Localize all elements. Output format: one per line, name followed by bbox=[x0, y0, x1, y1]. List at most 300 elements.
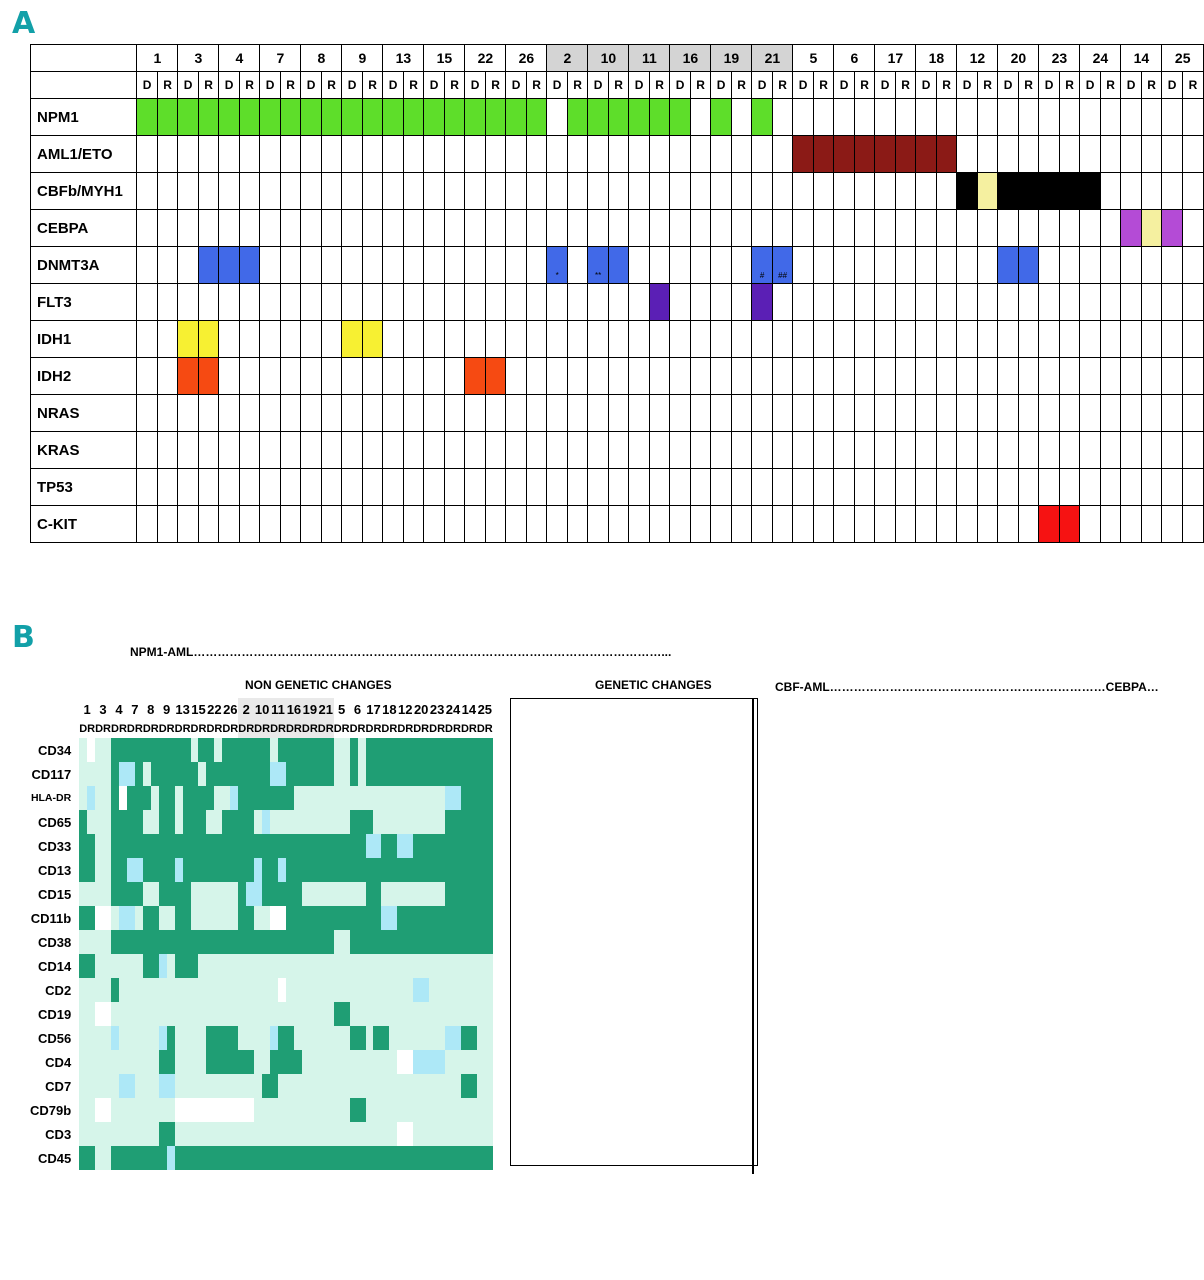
panel-b-cell bbox=[119, 930, 127, 954]
panel-a-cell bbox=[711, 506, 732, 543]
panel-a-cell bbox=[301, 173, 322, 210]
panel-b-cell bbox=[453, 882, 461, 906]
panel-b-cell bbox=[111, 810, 119, 834]
panel-a-cell bbox=[403, 432, 424, 469]
panel-a-cell bbox=[342, 247, 363, 284]
panel-a-cell bbox=[711, 469, 732, 506]
panel-b-cell bbox=[469, 1050, 477, 1074]
panel-a-timepoint-header: R bbox=[567, 72, 588, 99]
panel-b-cell bbox=[405, 906, 413, 930]
panel-a-cell bbox=[157, 247, 178, 284]
panel-b-marker-label: CD3 bbox=[45, 1126, 72, 1142]
panel-a-cell bbox=[629, 210, 650, 247]
panel-b-cell bbox=[381, 762, 389, 786]
panel-a-timepoint-header: D bbox=[301, 72, 322, 99]
panel-b-cell bbox=[326, 1098, 334, 1122]
panel-a-cell bbox=[1141, 136, 1162, 173]
panel-a-cell bbox=[588, 321, 609, 358]
panel-a-cell bbox=[1162, 173, 1183, 210]
panel-a-timepoint-header: R bbox=[731, 72, 752, 99]
panel-a-cell bbox=[444, 284, 465, 321]
panel-a-cell bbox=[670, 210, 691, 247]
panel-b-cell bbox=[95, 1098, 103, 1122]
panel-b-cell bbox=[254, 762, 262, 786]
panel-b-cell bbox=[366, 1002, 374, 1026]
panel-a-cell bbox=[1080, 99, 1101, 136]
panel-a-cell bbox=[526, 173, 547, 210]
panel-b-cell bbox=[485, 834, 493, 858]
panel-b-cell bbox=[111, 1074, 119, 1098]
panel-a-cell bbox=[157, 99, 178, 136]
panel-b-cell bbox=[87, 786, 95, 810]
panel-b-cell bbox=[198, 954, 206, 978]
panel-b-cell bbox=[397, 1026, 405, 1050]
panel-a-timepoint-header: D bbox=[342, 72, 363, 99]
panel-a-cell bbox=[342, 358, 363, 395]
panel-b-cell bbox=[437, 954, 445, 978]
panel-b-group-label-0: NON GENETIC CHANGES bbox=[245, 678, 392, 692]
panel-b-cell bbox=[198, 882, 206, 906]
panel-b-cell bbox=[461, 954, 469, 978]
panel-a-cell bbox=[1162, 432, 1183, 469]
panel-a-table bbox=[30, 44, 1204, 543]
panel-a-cell bbox=[731, 284, 752, 321]
panel-b-cell bbox=[302, 738, 310, 762]
panel-b-cell bbox=[95, 1026, 103, 1050]
panel-a-cell bbox=[526, 506, 547, 543]
panel-a-timepoint-header: R bbox=[854, 72, 875, 99]
panel-b-cell bbox=[95, 954, 103, 978]
panel-b-cell bbox=[461, 906, 469, 930]
panel-a-cell bbox=[219, 506, 240, 543]
panel-b-cell bbox=[270, 1026, 278, 1050]
panel-b-cell bbox=[453, 954, 461, 978]
panel-a-cell bbox=[813, 469, 834, 506]
panel-b-cell bbox=[342, 834, 350, 858]
panel-b-cell bbox=[270, 906, 278, 930]
panel-a-cell bbox=[465, 321, 486, 358]
panel-b-cell bbox=[103, 834, 111, 858]
panel-b-cell bbox=[175, 1002, 183, 1026]
panel-b-cell bbox=[79, 738, 87, 762]
panel-a-cell bbox=[916, 99, 937, 136]
panel-a-cell bbox=[506, 469, 527, 506]
panel-a-cell bbox=[977, 136, 998, 173]
panel-b-cell bbox=[206, 906, 214, 930]
panel-b-cell bbox=[191, 1074, 199, 1098]
panel-b-patient-header: 6 bbox=[353, 701, 362, 717]
panel-b-cell bbox=[262, 1002, 270, 1026]
panel-a-cell bbox=[1162, 506, 1183, 543]
panel-a-timepoint-header: D bbox=[137, 72, 158, 99]
panel-b-cell bbox=[286, 906, 294, 930]
panel-b-cell bbox=[397, 1146, 405, 1170]
panel-a-cell bbox=[588, 284, 609, 321]
panel-a-cell bbox=[178, 173, 199, 210]
panel-b-cell bbox=[286, 978, 294, 1002]
panel-a-cell bbox=[834, 210, 855, 247]
panel-a-cell bbox=[506, 358, 527, 395]
panel-a-cell bbox=[239, 395, 260, 432]
panel-b-cell bbox=[429, 810, 437, 834]
panel-b-patient-header: 16 bbox=[286, 698, 302, 720]
panel-b-cell bbox=[167, 882, 175, 906]
panel-a-gene-label: CBFb/MYH1 bbox=[31, 173, 137, 210]
panel-b-cell bbox=[286, 954, 294, 978]
panel-b-timepoint-header: D bbox=[413, 723, 422, 735]
panel-b-cell bbox=[278, 810, 286, 834]
panel-a-cell bbox=[834, 136, 855, 173]
panel-a-cell bbox=[465, 469, 486, 506]
panel-b-cell bbox=[230, 1122, 238, 1146]
panel-b-timepoint-header: D bbox=[190, 723, 199, 735]
panel-b-cell bbox=[397, 954, 405, 978]
panel-b-cell bbox=[445, 762, 453, 786]
panel-a-cell bbox=[588, 99, 609, 136]
panel-a-timepoint-header: D bbox=[834, 72, 855, 99]
panel-b-cell bbox=[191, 930, 199, 954]
panel-b-cell bbox=[342, 1146, 350, 1170]
panel-b-cell bbox=[278, 762, 286, 786]
panel-b-cell bbox=[198, 834, 206, 858]
panel-a-cell bbox=[1141, 506, 1162, 543]
panel-b-cell bbox=[477, 834, 485, 858]
panel-a-timepoint-header: D bbox=[547, 72, 568, 99]
panel-b-cell bbox=[286, 1050, 294, 1074]
panel-b-cell bbox=[143, 978, 151, 1002]
panel-b-cell bbox=[397, 786, 405, 810]
panel-b-cell bbox=[143, 762, 151, 786]
panel-a-cell bbox=[1162, 99, 1183, 136]
panel-b-cell bbox=[413, 1026, 421, 1050]
panel-a-timepoint-header: D bbox=[219, 72, 240, 99]
panel-b-cell bbox=[95, 1074, 103, 1098]
panel-b-cell bbox=[429, 1050, 437, 1074]
panel-b-cell bbox=[79, 1002, 87, 1026]
panel-b-cell bbox=[437, 882, 445, 906]
panel-a-cell bbox=[342, 469, 363, 506]
panel-a-cell bbox=[362, 321, 383, 358]
panel-a-cell bbox=[485, 173, 506, 210]
panel-a-cell bbox=[813, 432, 834, 469]
panel-a-cell bbox=[1080, 506, 1101, 543]
panel-b-cell bbox=[477, 810, 485, 834]
panel-b-cell bbox=[230, 858, 238, 882]
panel-a-cell bbox=[342, 173, 363, 210]
panel-b-cell bbox=[246, 1050, 254, 1074]
panel-a-cell bbox=[362, 358, 383, 395]
panel-a-cell bbox=[1059, 247, 1080, 284]
panel-b-timepoint-header: D bbox=[111, 723, 119, 735]
panel-b-cell bbox=[397, 882, 405, 906]
panel-a-cell bbox=[1039, 469, 1060, 506]
panel-b-timepoint-header: D bbox=[174, 723, 183, 735]
panel-b-cell bbox=[262, 1074, 270, 1098]
panel-a-cell bbox=[178, 136, 199, 173]
panel-b-cell bbox=[103, 786, 111, 810]
panel-a-timepoint-header: D bbox=[465, 72, 486, 99]
panel-b-cell bbox=[270, 810, 278, 834]
panel-a-cell bbox=[731, 173, 752, 210]
panel-b-cell bbox=[310, 1026, 318, 1050]
panel-b-cell bbox=[262, 978, 270, 1002]
panel-b-cell bbox=[469, 954, 477, 978]
panel-a-cell bbox=[1121, 284, 1142, 321]
panel-b-cell bbox=[270, 930, 278, 954]
panel-a-cell bbox=[793, 210, 814, 247]
panel-b-cell bbox=[119, 1146, 127, 1170]
panel-b-cell bbox=[334, 834, 342, 858]
panel-b-cell bbox=[437, 858, 445, 882]
panel-a-cell bbox=[875, 99, 896, 136]
panel-b-cell bbox=[238, 1002, 246, 1026]
panel-b-cell bbox=[103, 738, 111, 762]
panel-a-cell bbox=[424, 99, 445, 136]
panel-b-cell bbox=[87, 738, 95, 762]
panel-b-cell bbox=[413, 1122, 421, 1146]
panel-b-cell bbox=[222, 858, 230, 882]
panel-b-cell bbox=[413, 762, 421, 786]
panel-a-cell bbox=[977, 506, 998, 543]
panel-a-cell bbox=[137, 210, 158, 247]
panel-a-cell bbox=[916, 173, 937, 210]
panel-a-cell bbox=[957, 432, 978, 469]
panel-b-cell bbox=[111, 1146, 119, 1170]
panel-b-timepoint-header: D bbox=[286, 720, 294, 738]
panel-b-cell bbox=[111, 882, 119, 906]
panel-b-cell bbox=[167, 762, 175, 786]
panel-b-cell bbox=[151, 1122, 159, 1146]
panel-b-cell bbox=[302, 1146, 310, 1170]
panel-a-cell bbox=[731, 395, 752, 432]
panel-b-cell bbox=[95, 1002, 103, 1026]
panel-a-cell bbox=[301, 136, 322, 173]
panel-a-cell bbox=[485, 136, 506, 173]
panel-b-cell bbox=[302, 810, 310, 834]
panel-b-cell bbox=[381, 882, 389, 906]
panel-a-cell bbox=[403, 247, 424, 284]
panel-b-cell bbox=[286, 1122, 294, 1146]
panel-b-cell bbox=[485, 1002, 493, 1026]
panel-a-cell bbox=[1039, 506, 1060, 543]
panel-b-cell bbox=[358, 1074, 366, 1098]
panel-b-cell bbox=[254, 1002, 262, 1026]
panel-b-cell bbox=[437, 762, 445, 786]
panel-b-cell bbox=[151, 762, 159, 786]
panel-b-cell bbox=[127, 738, 135, 762]
panel-b-cell bbox=[413, 858, 421, 882]
panel-a-cell bbox=[772, 469, 793, 506]
panel-a-cell bbox=[957, 358, 978, 395]
panel-a-cell bbox=[977, 432, 998, 469]
panel-b-cell bbox=[191, 906, 199, 930]
panel-b-cell bbox=[310, 930, 318, 954]
panel-b-cell bbox=[397, 1122, 405, 1146]
panel-b-cell bbox=[358, 858, 366, 882]
panel-b-cell bbox=[373, 786, 381, 810]
panel-a-cell bbox=[321, 210, 342, 247]
panel-b-cell bbox=[230, 1098, 238, 1122]
panel-b-timepoint-header: D bbox=[158, 723, 167, 735]
panel-b-cell bbox=[254, 786, 262, 810]
panel-b-cell bbox=[334, 810, 342, 834]
panel-b-cell bbox=[143, 882, 151, 906]
panel-a-cell bbox=[362, 432, 383, 469]
panel-a-cell bbox=[424, 210, 445, 247]
panel-b-cell bbox=[334, 858, 342, 882]
panel-b-cell bbox=[262, 738, 270, 762]
panel-a-cell bbox=[362, 247, 383, 284]
panel-b-patient-header: 1 bbox=[83, 701, 91, 717]
panel-b-cell bbox=[294, 858, 302, 882]
panel-a-cell bbox=[1121, 358, 1142, 395]
panel-a-cell bbox=[157, 432, 178, 469]
panel-a-cell bbox=[1182, 469, 1203, 506]
panel-a-cell bbox=[485, 321, 506, 358]
panel-b-cell bbox=[143, 858, 151, 882]
panel-a-cell bbox=[1039, 358, 1060, 395]
panel-b-cell bbox=[79, 834, 87, 858]
panel-b-cell bbox=[167, 1098, 175, 1122]
panel-b-patient-header: 19 bbox=[302, 698, 318, 720]
panel-b-cell bbox=[350, 1098, 358, 1122]
panel-b-cell bbox=[79, 1098, 87, 1122]
panel-b-cell bbox=[326, 954, 334, 978]
panel-b-cell bbox=[198, 1098, 206, 1122]
panel-b-cell bbox=[366, 762, 374, 786]
panel-b-cell bbox=[421, 1074, 429, 1098]
panel-b-cell bbox=[191, 1050, 199, 1074]
panel-a-cell bbox=[219, 358, 240, 395]
panel-b-cell bbox=[453, 978, 461, 1002]
panel-b-cell bbox=[461, 1074, 469, 1098]
panel-a-cell bbox=[301, 284, 322, 321]
panel-b-cell bbox=[111, 858, 119, 882]
panel-b-marker-label: CD34 bbox=[37, 742, 72, 758]
panel-a-gene-label: NRAS bbox=[31, 395, 137, 432]
panel-a-cell bbox=[895, 136, 916, 173]
panel-b-cell bbox=[135, 786, 143, 810]
panel-a-corner bbox=[31, 45, 137, 72]
panel-b-cell bbox=[135, 858, 143, 882]
panel-a-cell bbox=[362, 173, 383, 210]
panel-b-cell bbox=[254, 834, 262, 858]
panel-b-cell bbox=[222, 834, 230, 858]
panel-b-cell bbox=[358, 738, 366, 762]
panel-b-cell bbox=[262, 930, 270, 954]
panel-b-cell bbox=[175, 954, 183, 978]
panel-a-cell bbox=[219, 210, 240, 247]
panel-b-cell bbox=[310, 762, 318, 786]
panel-a-cell bbox=[1080, 173, 1101, 210]
panel-a-cell bbox=[1141, 284, 1162, 321]
panel-b-cell bbox=[254, 1122, 262, 1146]
panel-b-cell bbox=[214, 1146, 222, 1170]
panel-a-cell bbox=[1080, 321, 1101, 358]
panel-b-cell bbox=[445, 1050, 453, 1074]
panel-b-cell bbox=[302, 786, 310, 810]
panel-b-cell bbox=[286, 810, 294, 834]
panel-a-cell bbox=[383, 173, 404, 210]
panel-a-cell bbox=[875, 210, 896, 247]
panel-b-cell bbox=[294, 834, 302, 858]
panel-a-cell bbox=[198, 136, 219, 173]
panel-a-cell bbox=[854, 395, 875, 432]
panel-b-cell bbox=[294, 1050, 302, 1074]
panel-b-cell bbox=[119, 1026, 127, 1050]
panel-a-cell bbox=[1100, 506, 1121, 543]
panel-a-patient-header: 24 bbox=[1080, 45, 1121, 72]
panel-a-cell bbox=[711, 284, 732, 321]
panel-a-cell bbox=[916, 469, 937, 506]
panel-a-cell bbox=[1182, 321, 1203, 358]
panel-b-cell bbox=[230, 1050, 238, 1074]
panel-b-cell bbox=[437, 834, 445, 858]
panel-b-cell bbox=[191, 786, 199, 810]
panel-a-cell bbox=[854, 506, 875, 543]
panel-b-cell bbox=[262, 954, 270, 978]
panel-a-cell bbox=[485, 395, 506, 432]
panel-b-cell bbox=[326, 810, 334, 834]
panel-b-cell bbox=[326, 1074, 334, 1098]
panel-b-cell bbox=[445, 1098, 453, 1122]
panel-a-cell bbox=[260, 506, 281, 543]
panel-a-cell bbox=[342, 210, 363, 247]
panel-b-cell bbox=[151, 954, 159, 978]
panel-b-cell bbox=[429, 1146, 437, 1170]
panel-b-cell bbox=[485, 906, 493, 930]
panel-a-cell bbox=[280, 284, 301, 321]
panel-b-cell bbox=[461, 1002, 469, 1026]
panel-a-cell bbox=[608, 321, 629, 358]
panel-a-cell bbox=[198, 506, 219, 543]
panel-a-cell bbox=[629, 395, 650, 432]
panel-a-cell bbox=[301, 469, 322, 506]
panel-a-cell bbox=[895, 358, 916, 395]
panel-b-cell bbox=[373, 1050, 381, 1074]
panel-a-cell bbox=[875, 136, 896, 173]
panel-b-cell bbox=[87, 810, 95, 834]
panel-b-cell bbox=[421, 1002, 429, 1026]
panel-b-cell bbox=[310, 978, 318, 1002]
panel-b-cell bbox=[429, 1002, 437, 1026]
panel-b-cell bbox=[397, 810, 405, 834]
panel-b-cell bbox=[278, 1074, 286, 1098]
panel-b-cell bbox=[342, 786, 350, 810]
panel-a-cell bbox=[1080, 395, 1101, 432]
panel-b-cell bbox=[389, 1026, 397, 1050]
panel-a-cell bbox=[629, 469, 650, 506]
panel-a-cell bbox=[1182, 506, 1203, 543]
panel-a-cell bbox=[629, 247, 650, 284]
panel-b-cell bbox=[366, 954, 374, 978]
panel-a-timepoint-header: D bbox=[998, 72, 1019, 99]
panel-a-cell bbox=[649, 432, 670, 469]
panel-b-cell bbox=[310, 1122, 318, 1146]
panel-a-cell bbox=[916, 395, 937, 432]
panel-b-cell bbox=[95, 810, 103, 834]
panel-a-cell bbox=[301, 210, 322, 247]
panel-a-gene-label: FLT3 bbox=[31, 284, 137, 321]
panel-b-cell bbox=[222, 1122, 230, 1146]
panel-b-cell bbox=[206, 978, 214, 1002]
panel-b-timepoint-header: D bbox=[429, 723, 438, 735]
panel-b-cell bbox=[437, 930, 445, 954]
panel-b-cell bbox=[159, 834, 167, 858]
panel-b-cell bbox=[294, 1074, 302, 1098]
panel-a-cell bbox=[1018, 469, 1039, 506]
panel-b-cell bbox=[230, 762, 238, 786]
